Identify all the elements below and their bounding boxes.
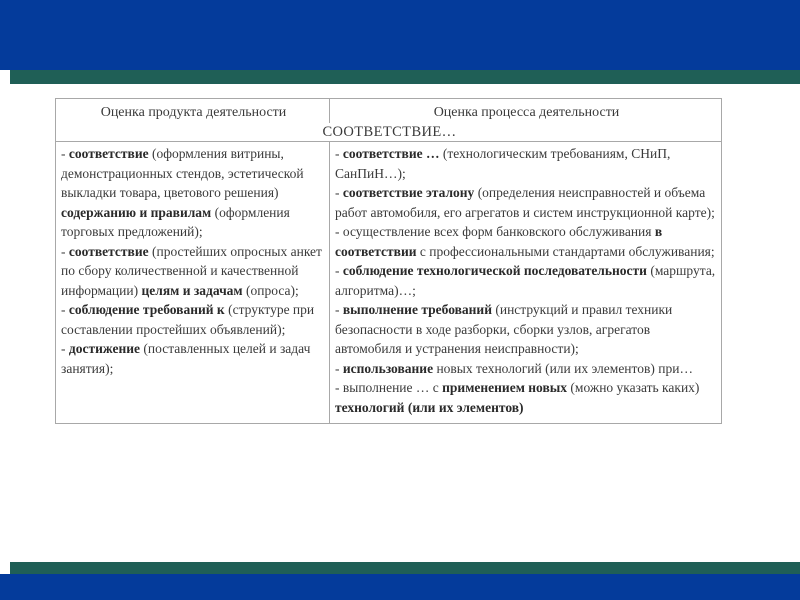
slide-header-bar <box>0 0 800 70</box>
item-text: с профессиональными стандартами обслуживания; <box>416 243 715 259</box>
process-criterion-item <box>335 378 718 417</box>
product-criterion-item <box>61 242 326 301</box>
emphasis-text: содержанию и правилам <box>61 204 212 220</box>
right-criteria-list <box>335 144 718 417</box>
item-text: - выполнение … с <box>335 380 443 395</box>
process-criterion-item <box>335 261 718 300</box>
item-text: - <box>335 302 343 317</box>
emphasis-text: соответствие эталону <box>342 185 475 200</box>
process-criterion-item <box>335 359 718 379</box>
item-text: - <box>61 146 69 161</box>
item-text: (определения неисправностей и объема работ автомобиля, его агрегатов и систем инструкционной карте); <box>335 185 715 220</box>
emphasis-text: соответствие <box>68 146 149 161</box>
item-text: - осуществление всех форм банковского обслуживания <box>335 224 655 239</box>
emphasis-text: достижение <box>68 341 141 356</box>
item-text: новых технологий (или их элементов) при… <box>433 360 693 376</box>
process-criterion-item <box>335 183 718 222</box>
left-criteria-list <box>61 144 326 378</box>
item-text: (можно указать каких) <box>567 380 700 395</box>
right-column-cell <box>330 142 722 424</box>
emphasis-text: применением новых <box>442 380 568 395</box>
emphasis-text: выполнение требований <box>342 302 492 317</box>
emphasis-text: технологий (или их элементов) <box>335 399 524 415</box>
item-text: (технологическим требованиям, СНиП, СанПиН…); <box>335 146 671 181</box>
left-column-header: Оценка продукта деятельности <box>56 99 330 124</box>
emphasis-text: соответствие <box>68 243 149 259</box>
emphasis-text: целям и задачам <box>141 282 243 298</box>
item-text: (структуре при составлении простейших объявлений); <box>61 302 315 337</box>
product-criterion-item <box>61 300 326 339</box>
emphasis-text: соблюдение технологической последовательности <box>342 263 647 278</box>
item-text: - <box>335 360 343 376</box>
item-text: - <box>61 302 69 317</box>
merged-header: СООТВЕТСТВИЕ… <box>56 123 722 142</box>
product-criterion-item <box>61 144 326 242</box>
emphasis-text: использование <box>342 360 434 376</box>
item-text: (оформления витрины, демонстрационных стендов, эстетической выкладки товара, цветового решения) <box>61 146 304 200</box>
emphasis-text: в соответствии <box>335 224 663 259</box>
content-row <box>56 142 722 424</box>
left-column-cell <box>56 142 330 424</box>
process-criterion-item <box>335 300 718 359</box>
item-text: - <box>61 243 69 259</box>
slide-footer-stripe <box>10 562 800 574</box>
item-text: (поставленных целей и задач занятия); <box>61 341 311 376</box>
slide-footer-bar <box>0 574 800 600</box>
item-text: (простейших опросных анкет по сбору количественной и качественной информации) <box>61 243 322 298</box>
slide-header-stripe <box>10 70 800 84</box>
item-text: (оформления торговых предложений); <box>61 204 290 239</box>
emphasis-text: соблюдение требований к <box>68 302 225 317</box>
comparison-table <box>55 98 722 424</box>
merged-header-row <box>56 123 722 142</box>
item-text: (опроса); <box>242 282 299 298</box>
process-criterion-item <box>335 144 718 183</box>
product-criterion-item <box>61 339 326 378</box>
right-column-header: Оценка процесса деятельности <box>330 99 722 124</box>
item-text: - <box>335 146 343 161</box>
item-text: - <box>335 185 343 200</box>
item-text: (инструкций и правил техники безопасности в ходе разборки, сборки узлов, агрегатов автомобиля и устранения неисправности); <box>335 302 673 356</box>
item-text: - <box>61 341 69 356</box>
item-text: - <box>335 263 343 278</box>
item-text: (маршрута, алгоритма)…; <box>335 263 716 298</box>
process-criterion-item <box>335 222 718 261</box>
emphasis-text: соответствие … <box>342 146 440 161</box>
header-row <box>56 99 722 124</box>
